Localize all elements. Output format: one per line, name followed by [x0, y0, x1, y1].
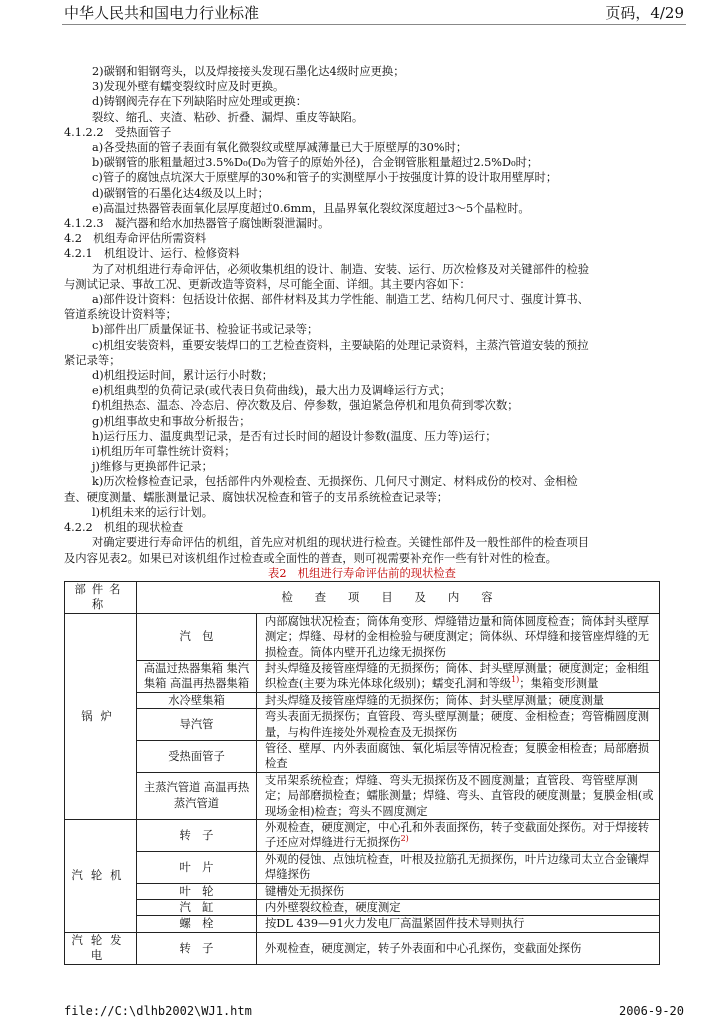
inspection-text: 外观的侵蚀、点蚀坑检查，叶根及拉筋孔无损探伤，叶片边缘司太立合金镶焊焊缝探伤: [265, 852, 650, 882]
inspection-content-cell: [257, 916, 660, 932]
text-line: c)机组安装资料，重要安装焊口的工艺检查资料，主要缺陷的处理记录资料，主蒸汽管道安装的预拉: [92, 338, 589, 352]
text-line: h)运行压力、温度典型记录，是否有过长时间的超设计参数(温度、压力等)运行；: [92, 429, 497, 443]
category-cell: 汽轮发电: [65, 932, 137, 964]
component-cell: 汽 缸: [137, 900, 257, 916]
text-line: b)碳钢管的胀粗量超过3.5%D₀(D₀为管子的原始外径)，合金钢管胀粗量超过2.5%D₀时；: [92, 156, 539, 170]
inspection-text: 封头焊缝及接管座焊缝的无损探伤；筒体、封头壁厚测量；硬度测量: [265, 693, 604, 707]
text-line: i)机组历年可靠性统计资料；: [92, 445, 236, 459]
inspection-content-cell: [257, 613, 660, 660]
component-cell: 主蒸汽管道 高温再热蒸汽管道: [137, 772, 257, 819]
inspection-content-cell: [257, 900, 660, 916]
text-line: j)维修与更换部件记录；: [92, 460, 213, 474]
inspection-content-cell: [257, 740, 660, 772]
text-line: a)各受热面的管子表面有氧化微裂纹或壁厚减薄量已大于原壁厚的30%时；: [92, 141, 468, 155]
component-cell: 汽 包: [137, 613, 257, 660]
component-cell: 螺 栓: [137, 916, 257, 932]
header-standard-title: 中华人民共和国电力行业标准: [64, 4, 260, 22]
inspection-content-cell: [257, 660, 660, 692]
header-page-number: 页码，4/29: [605, 4, 684, 22]
table-row: [65, 916, 660, 932]
table-row: [65, 932, 660, 964]
text-line: d)机组投运时间，累计运行小时数；: [92, 369, 274, 383]
category-cell: 汽轮机: [65, 820, 137, 933]
inspection-text: 弯头表面无损探伤；直管段、弯头壁厚测量；硬度、金相检查；弯管椭圆度测量，与构件连接处外观检查及无损探伤: [265, 710, 650, 739]
text-line: f)机组热态、温态、冷态启、停次数及启、停参数，强迫紧急停机和甩负荷到零次数；: [92, 399, 519, 413]
text-line: 2)碳钢和钼钢弯头，以及焊接接头发现石墨化达4级时应更换；: [92, 65, 405, 78]
inspection-text-tail: ；集箱变形测量: [519, 677, 599, 691]
column-header-content: 检查项目及内容: [137, 581, 660, 613]
text-line: 管道系统设计资料等；: [64, 308, 177, 322]
category-cell: 锅炉: [65, 613, 137, 819]
text-line: 对确定要进行寿命评估的机组，首先应对机组的现状进行检查。关键性部件及一般性部件的检查项目: [92, 536, 590, 550]
inspection-content-cell: [257, 851, 660, 883]
footnote-mark: 2): [400, 834, 409, 844]
text-line: a)部件设计资料：包括设计依据、部件材料及其力学性能、制造工艺、结构几何尺寸、强度计算书、: [92, 293, 589, 307]
inspection-content-cell: [257, 772, 660, 819]
component-cell: 叶 轮: [137, 883, 257, 899]
document-body: [64, 64, 660, 965]
body-text: [64, 64, 660, 566]
text-line: 4.2.1 机组设计、运行、检修资料: [64, 247, 240, 261]
table-row: [65, 883, 660, 899]
text-line: 紧记录等；: [64, 353, 121, 367]
inspection-text: 按DL 439—91火力发电厂高温紧固件技术导则执行: [265, 917, 525, 931]
component-cell: 转 子: [137, 820, 257, 852]
table-row: [65, 851, 660, 883]
component-cell: 高温过热器集箱 集汽集箱 高温再热器集箱: [137, 660, 257, 692]
table-row: [65, 820, 660, 852]
component-cell: 水冷壁集箱: [137, 692, 257, 708]
component-cell: 导汽管: [137, 709, 257, 741]
inspection-content-cell: [257, 883, 660, 899]
component-cell: 受热面管子: [137, 740, 257, 772]
inspection-text: 内部腐蚀状况检查；筒体角变形、焊缝错边量和筒体圆度检查；筒体封头壁厚测定；焊缝、母材的金相检验与硬度测定；筒体纵、环焊缝和接管座焊缝的无损检查。筒体内壁开孔边缘无损探伤: [265, 614, 650, 659]
column-header-part: 部件名称: [65, 581, 137, 613]
text-line: 4.2 机组寿命评估所需资料: [64, 232, 207, 246]
inspection-content-cell: [257, 932, 660, 964]
footer-file-path: file://C:\dlhb2002\WJ1.htm: [64, 1004, 252, 1018]
inspection-text: 外观检查，硬度测定，中心孔和外表面探伤，转子变截面处探伤。对于焊接转子还应对焊缝进行无损探伤: [265, 821, 650, 850]
inspection-text: 管径、壁厚、内外表面腐蚀、氧化垢层等情况检查；复膜金相检查；局部磨损检查: [265, 741, 650, 771]
table-row: [65, 613, 660, 660]
text-line: c)管子的腐蚀点坑深大于原壁厚的30%和管子的实测壁厚小于按强度计算的设计取用壁厚时；: [92, 171, 558, 185]
text-line: l)机组未来的运行计划。: [92, 505, 213, 519]
footer-date: 2006-9-20: [618, 1004, 684, 1018]
table-row: [65, 772, 660, 819]
header-divider: [62, 24, 686, 25]
text-line: b)部件出厂质量保证书、检验证书或记录等；: [92, 323, 319, 337]
inspection-content-cell: [257, 692, 660, 708]
inspection-table: [64, 581, 660, 965]
text-line: 4.1.2.2 受热面管子: [64, 125, 172, 139]
table-row: [65, 740, 660, 772]
text-line: 与测试记录、事故工况、更新改造等资料，尽可能全面、详细。其主要内容如下：: [64, 277, 471, 291]
inspection-text: 键槽处无损探伤: [265, 884, 345, 898]
table-row: [65, 660, 660, 692]
inspection-text: 支吊架系统检查；焊缝、弯头无损探伤及不圆度测量；直管段、弯管壁厚测定；局部磨损检查；蠕胀测量；焊缝、弯头、直管段的硬度测量；复膜金相(或现场金相)检查；弯头不圆度测定: [265, 773, 654, 818]
text-line: g)机组事故史和事故分析报告；: [92, 414, 251, 428]
table-caption: 表2 机组进行寿命评估前的现状检查: [268, 566, 456, 580]
text-line: 3)发现外壁有蠕变裂纹时应及时更换。: [92, 80, 285, 94]
text-line: 裂纹、缩孔、夹渣、粘砂、折叠、漏焊、重皮等缺陷。: [92, 110, 364, 124]
text-line: 4.2.2 机组的现状检查: [64, 521, 184, 535]
text-line: k)历次检修检查记录，包括部件内外观检查、无损探伤、几何尺寸测定、材料成份的校对、金相检: [92, 475, 578, 489]
text-line: 及内容见表2。如果已对该机组作过检查或全面性的普查，则可视需要补充作一些有针对性的检查。: [64, 551, 557, 565]
component-cell: 叶 片: [137, 851, 257, 883]
text-line: 4.1.2.3 凝汽器和给水加热器管子腐蚀断裂泄漏时。: [64, 217, 330, 231]
inspection-text: 封头焊缝及接管座焊缝的无损探伤；筒体、封头壁厚测量；硬度测定；金相组织检查(主要为珠光体球化级别)；蠕变孔洞和等级: [265, 661, 650, 691]
text-line: d)铸钢阀壳存在下列缺陷时应处理或更换：: [92, 95, 307, 109]
text-line: e)机组典型的负荷记录(或代表日负荷曲线)，最大出力及调峰运行方式；: [92, 384, 451, 398]
text-line: 为了对机组进行寿命评估，必须收集机组的设计、制造、安装、运行、历次检修及对关键部件的检验: [92, 262, 590, 276]
table-row: [65, 709, 660, 741]
text-line: d)碳钢管的石墨化达4级及以上时；: [92, 186, 269, 200]
footnote-mark: 1): [511, 675, 520, 685]
table-row: [65, 692, 660, 708]
text-line: 查、硬度测量、蠕胀测量记录、腐蚀状况检查和管子的支吊系统检查记录等；: [64, 490, 449, 504]
table-row: [65, 900, 660, 916]
inspection-text: 外观检查，硬度测定，转子外表面和中心孔探伤，变截面处探伤: [265, 941, 582, 955]
inspection-content-cell: [257, 709, 660, 741]
text-line: e)高温过热器管表面氧化层厚度超过0.6mm，且晶界氧化裂纹深度超过3～5个晶粒时。: [92, 201, 530, 215]
inspection-text: 内外壁裂纹检查，硬度测定: [265, 901, 401, 915]
component-cell: 转 子: [137, 932, 257, 964]
inspection-content-cell: [257, 820, 660, 852]
